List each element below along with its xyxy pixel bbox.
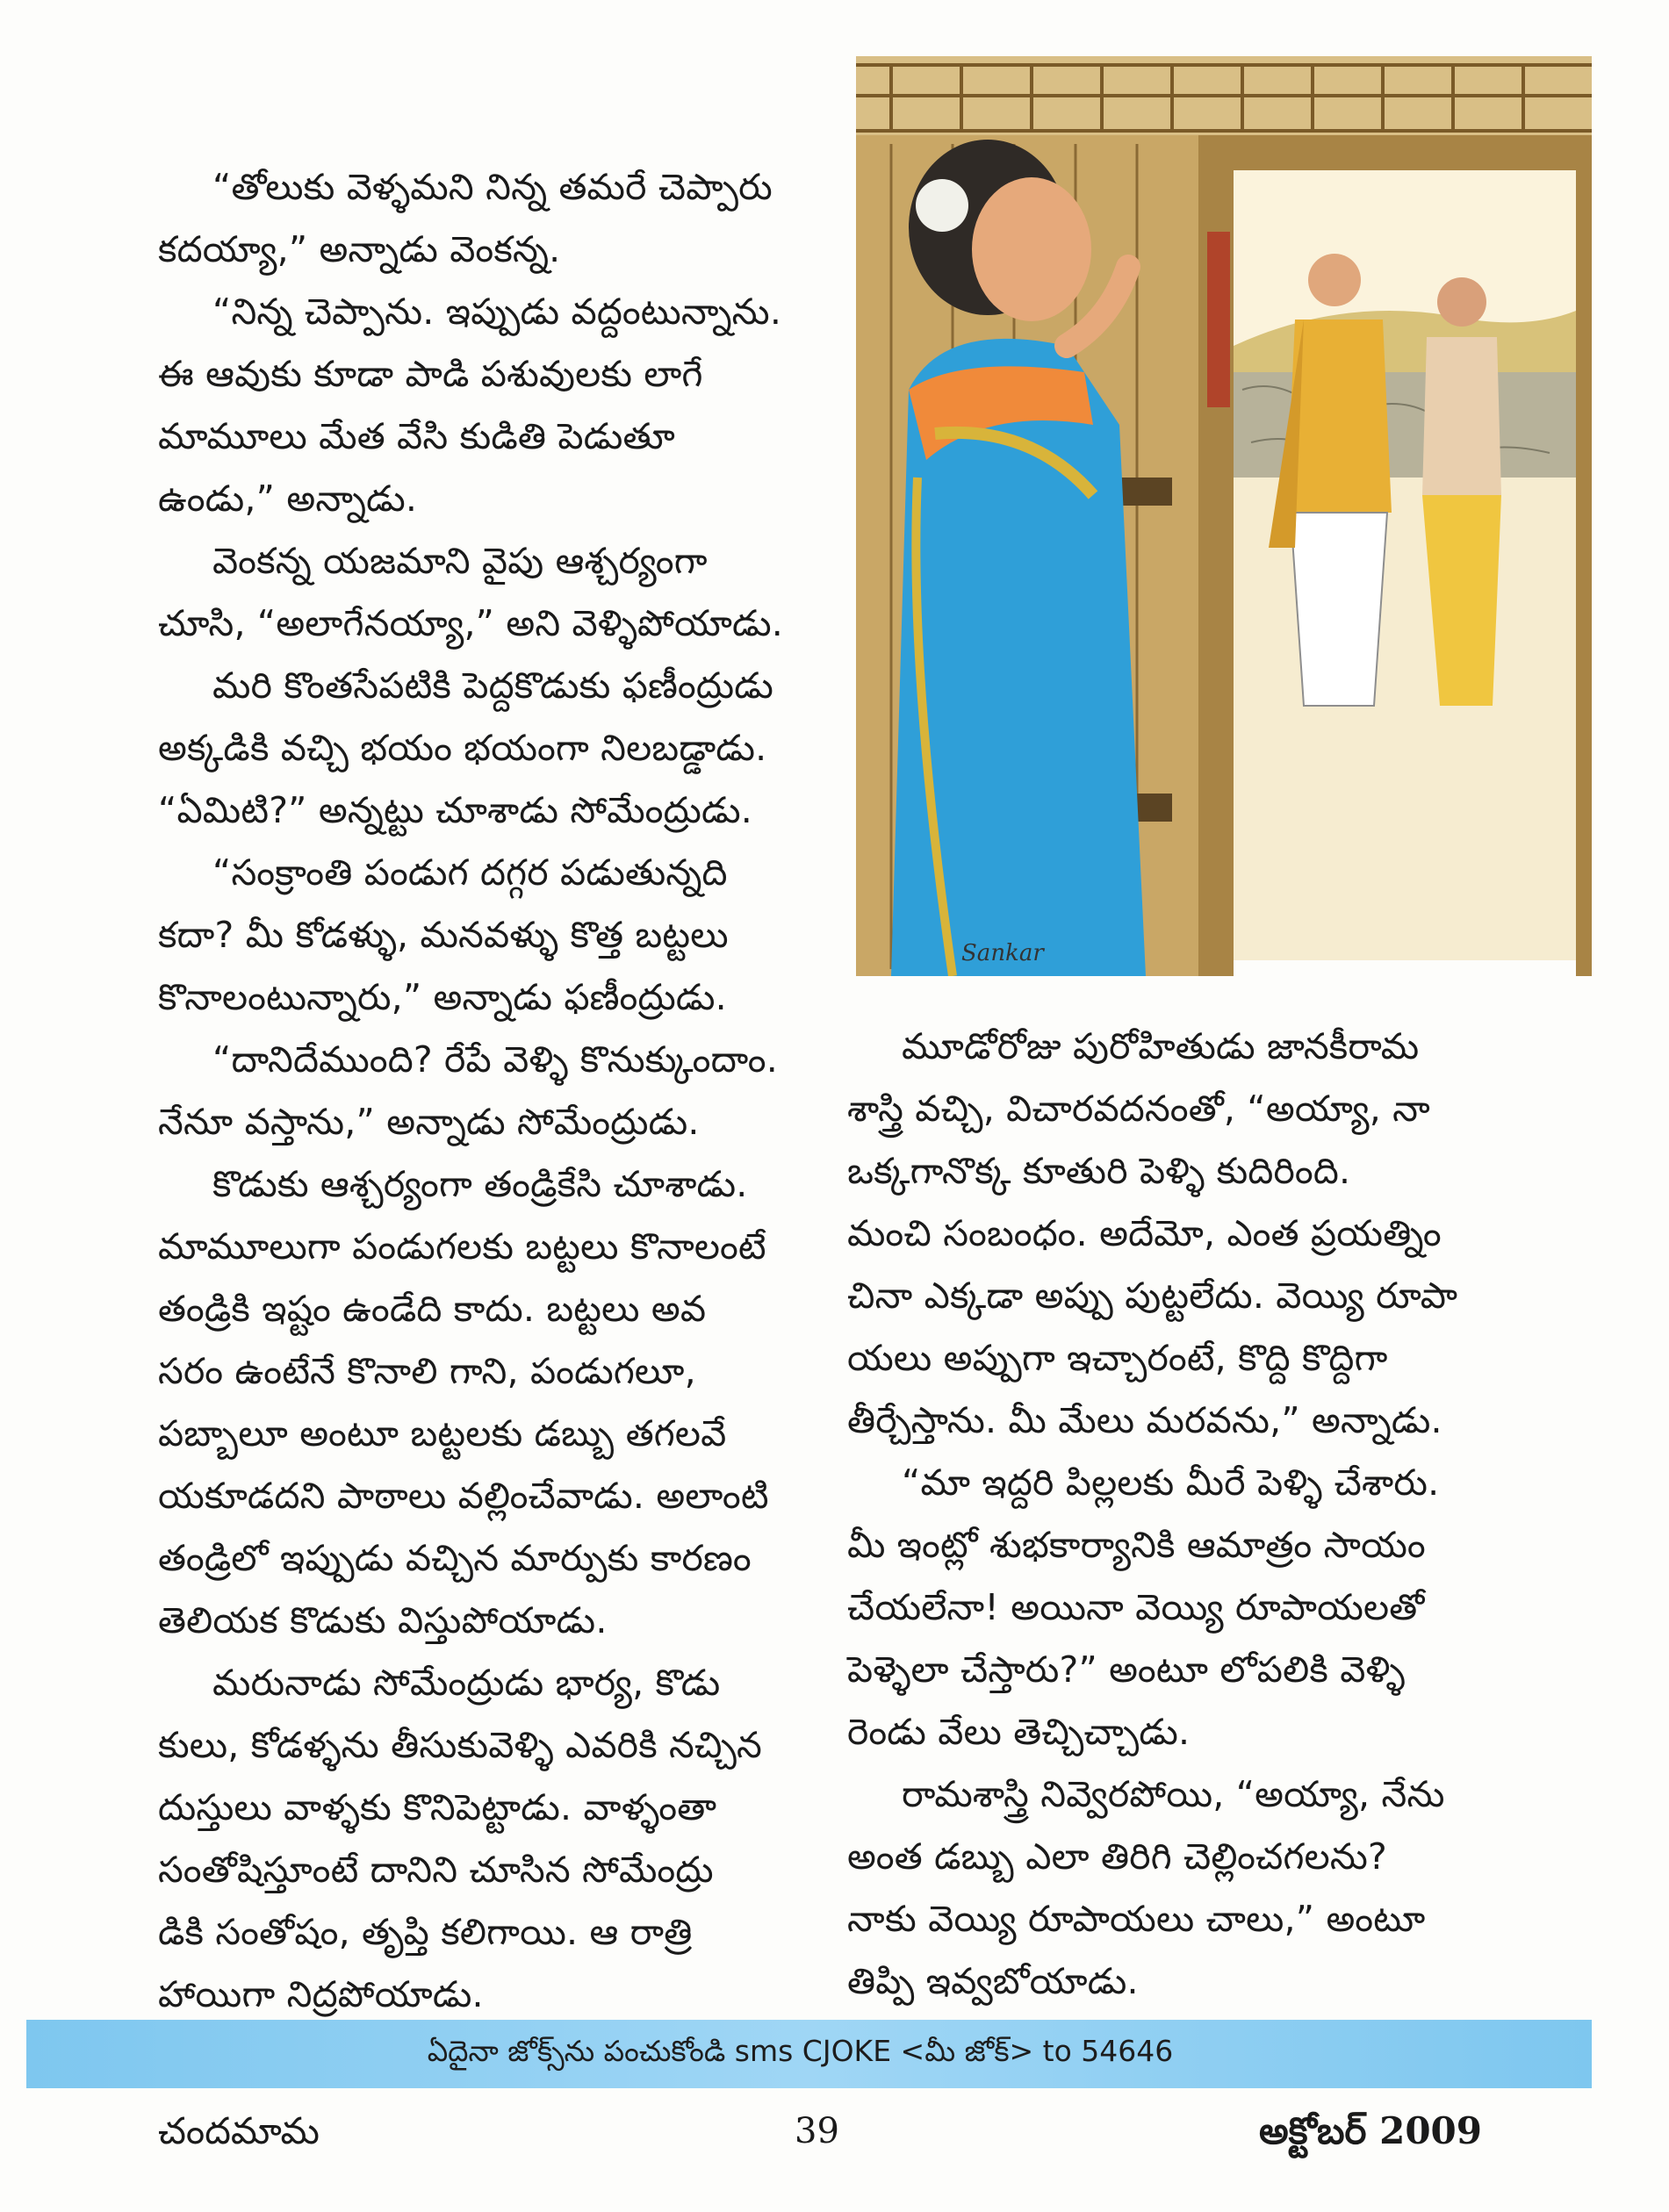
footer-issue-date <box>1259 2105 1482 2158</box>
story-illustration <box>856 56 1592 976</box>
text-line: మరునాడు సోమేంద్రుడు భార్య, కొడు <box>212 1662 721 1704</box>
text-line: కులు, కోడళ్ళను తీసుకువెళ్ళి ఎవరికి నచ్చిన <box>158 1724 763 1766</box>
text-line: రెండు వేలు తెచ్చిచ్చాడు. <box>847 1711 1191 1753</box>
text-line: వెంకన్న యజమాని వైపు ఆశ్చర్యంగా <box>212 540 708 582</box>
text-line: తెలియక కొడుకు విస్తుపోయాడు. <box>158 1599 608 1641</box>
text-line: పెళ్ళెలా చేస్తారు?” అంటూ లోపలికి వెళ్ళి <box>847 1648 1406 1691</box>
text-line: డికి సంతోషం, తృప్తి కలిగాయి. ఆ రాత్రి <box>158 1911 693 1953</box>
promo-banner-text: ఏదైనా జోక్స్‌ను పంచుకోండి sms CJOKE <మీ జోక్> to 54646 <box>427 2033 1174 2068</box>
right-text-column <box>847 1016 1479 2013</box>
text-line: మామూలుగా పండుగలకు బట్టలు కొనాలంటే <box>158 1225 766 1268</box>
text-line: కొనాలంటున్నారు,” అన్నాడు ఫణీంద్రుడు. <box>158 976 727 1018</box>
text-line: నేనూ వస్తాను,” అన్నాడు సోమేంద్రుడు. <box>158 1101 700 1143</box>
text-line: శాస్త్రి వచ్చి, విచారవదనంతో, “అయ్యా, నా <box>847 1088 1430 1130</box>
text-line: దుస్తులు వాళ్ళకు కొనిపెట్టాడు. వాళ్ళంతా <box>158 1786 717 1828</box>
text-line: తీర్చేస్తాను. మీ మేలు మరవను,” అన్నాడు. <box>847 1399 1442 1441</box>
illustration-svg <box>856 56 1592 976</box>
promo-banner <box>26 2020 1592 2088</box>
text-line: ఈ ఆవుకు కూడా పాడి పశువులకు లాగే <box>158 353 703 395</box>
left-text-column <box>158 156 799 2026</box>
text-line: హాయిగా నిద్రపోయాడు. <box>158 1973 484 2015</box>
text-line: మామూలు మేత వేసి కుడితి పెడుతూ <box>158 415 675 457</box>
text-line: యలు అప్పుగా ఇచ్చారంటే, కొద్ది కొద్దిగా <box>847 1337 1388 1379</box>
pillar <box>1207 232 1230 407</box>
door-frame <box>1234 135 1576 170</box>
text-line: నాకు వెయ్యి రూపాయలు చాలు,” అంటూ <box>847 1898 1426 1940</box>
issue-month: అక్టోబర్ <box>1259 2109 1367 2152</box>
text-line: “సంక్రాంతి పండుగ దగ్గర పడుతున్నది <box>212 851 728 894</box>
text-line: ఉండు,” అన్నాడు. <box>158 478 418 520</box>
text-line: అక్కడికి వచ్చి భయం భయంగా నిలబడ్డాడు. <box>158 727 767 769</box>
footer-magazine-name: చందమామ <box>158 2109 320 2152</box>
text-line: తండ్రిలో ఇప్పుడు వచ్చిన మార్పుకు కారణం <box>158 1537 752 1579</box>
text-line: మూడోరోజు పురోహితుడు జానకీరామ <box>902 1025 1420 1067</box>
text-line: మీ ఇంట్లో శుభకార్యానికి ఆమాత్రం సాయం <box>847 1524 1426 1566</box>
text-line: “నిన్న చెప్పాను. ఇప్పుడు వద్దంటున్నాను. <box>212 291 782 333</box>
door-frame <box>1576 135 1592 976</box>
text-line: కదా? మీ కోడళ్ళు, మనవళ్ళు కొత్త బట్టలు <box>158 914 729 956</box>
text-line: “తోలుకు వెళ్ళమని నిన్న తమరే చెప్పారు <box>212 166 773 208</box>
page-number: 39 <box>795 2111 839 2151</box>
text-line: పబ్బాలూ అంటూ బట్టలకు డబ్బు తగలవే <box>158 1412 727 1454</box>
text-line: చినా ఎక్కడా అప్పు పుట్టలేదు. వెయ్యి రూపా <box>847 1275 1458 1317</box>
text-line: “మా ఇద్దరి పిల్లలకు మీరే పెళ్ళి చేశారు. <box>902 1462 1440 1504</box>
text-line: తిప్పి ఇవ్వబోయాడు. <box>847 1960 1139 2002</box>
text-line: తండ్రికి ఇష్టం ఉండేది కాదు. బట్టలు అవ <box>158 1288 707 1330</box>
artist-signature: Sankar <box>961 940 1044 966</box>
text-line: యకూడదని పాఠాలు వల్లించేవాడు. అలాంటి <box>158 1475 769 1517</box>
text-line: మంచి సంబంధం. అదేమో, ఎంత ప్రయత్నిం <box>847 1212 1442 1254</box>
text-line: కొడుకు ఆశ్చర్యంగా తండ్రికేసి చూశాడు. <box>212 1163 748 1205</box>
text-line: ఒక్కగానొక్క కూతురి పెళ్ళి కుదిరింది. <box>847 1150 1351 1192</box>
text-line: మరి కొంతసేపటికి పెద్దకొడుకు ఫణీంద్రుడు <box>212 664 773 707</box>
text-line: “ఏమిటి?” అన్నట్టు చూశాడు సోమేంద్రుడు. <box>158 789 752 831</box>
text-line: చూసి, “అలాగేనయ్యా,” అని వెళ్ళిపోయాడు. <box>158 602 783 644</box>
text-line: సరం ఉంటేనే కొనాలి గాని, పండుగలూ, <box>158 1350 696 1392</box>
text-line: చేయలేనా! అయినా వెయ్యి రూపాయలతో <box>847 1586 1425 1628</box>
text-line: రామశాస్త్రి నివ్వెరపోయి, “అయ్యా, నేను <box>902 1773 1445 1815</box>
issue-year: 2009 <box>1379 2109 1482 2152</box>
text-line: “దానిదేముంది? రేపే వెళ్ళి కొనుక్కుందాం. <box>212 1038 778 1081</box>
text-line: కదయ్యా,” అన్నాడు వెంకన్న. <box>158 228 561 270</box>
ground <box>1234 478 1576 960</box>
text-line: సంతోషిస్తూంటే దానిని చూసిన సోమేంద్రు <box>158 1849 714 1891</box>
text-line: అంత డబ్బు ఎలా తిరిగి చెల్లించగలను? <box>847 1835 1387 1878</box>
